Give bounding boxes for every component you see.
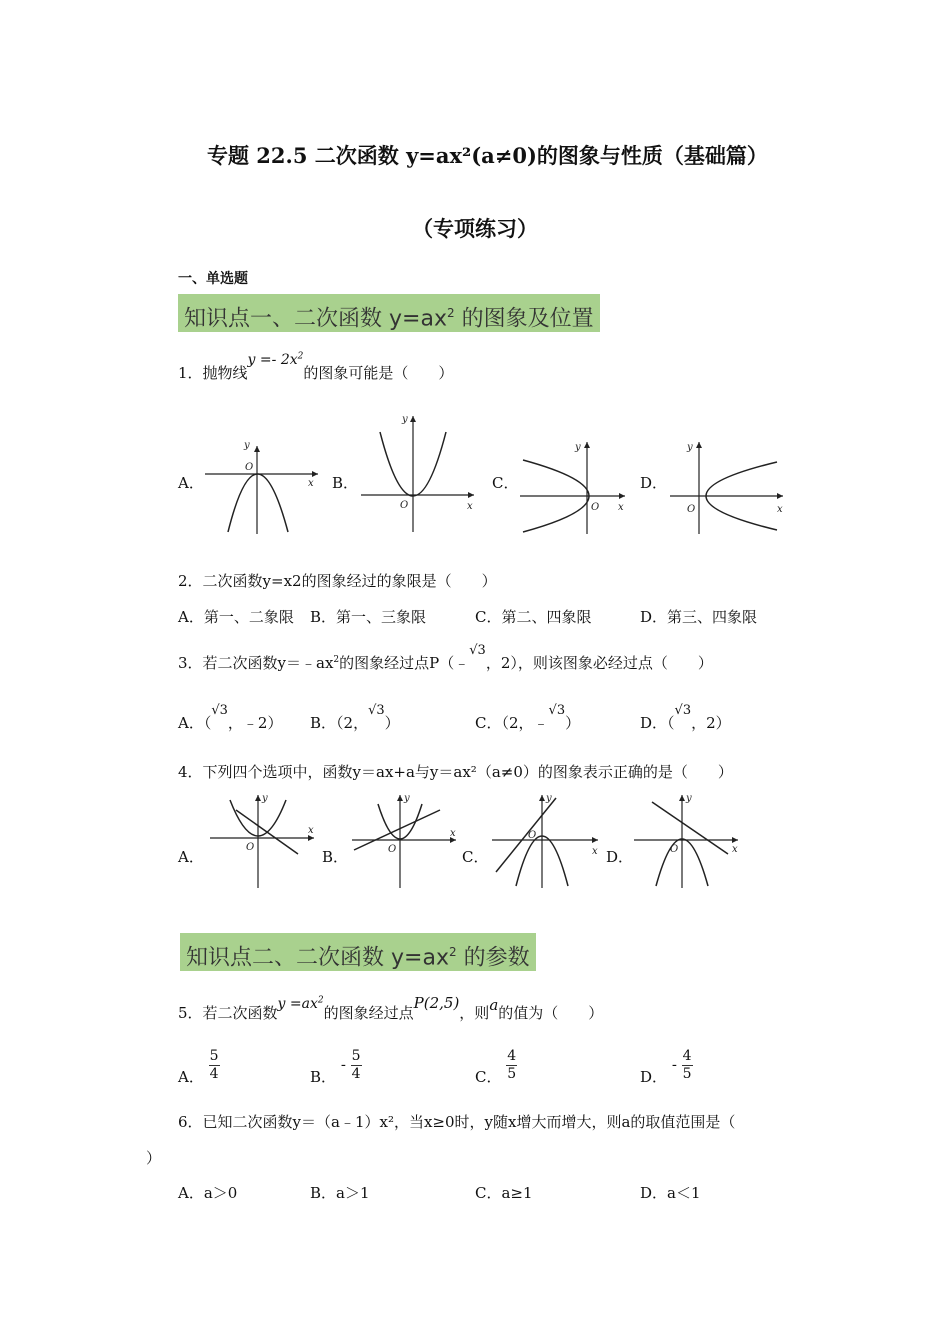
q3-stem-mid: 的图象经过点P（﹣ xyxy=(339,654,470,672)
q3-b-pre: （2， xyxy=(336,714,369,732)
x-label: x xyxy=(732,844,738,855)
kp1-formula: y=ax xyxy=(389,306,447,332)
q5-a-den: 4 xyxy=(209,1066,219,1082)
question-6-stem-line2: ） xyxy=(146,1149,162,1167)
origin-label: O xyxy=(670,844,679,855)
q3-a-post: ，﹣2） xyxy=(227,714,283,732)
origin-label: O xyxy=(246,842,255,853)
q4-graph-d xyxy=(630,792,745,890)
question-2-stem: 2．二次函数y=x2的图象经过的象限是（ ） xyxy=(178,572,497,590)
q6-option-d[interactable]: D．a＜1 xyxy=(640,1184,701,1202)
q5-d-sign: - xyxy=(671,1055,677,1074)
page-subtitle: （专项练习） xyxy=(412,216,538,241)
q1-option-d-label[interactable]: D． xyxy=(640,474,668,492)
kp2-prefix: 知识点二、二次函数 xyxy=(186,945,385,971)
y-arrow xyxy=(254,446,260,452)
question-4-stem: 4．下列四个选项中，函数y＝ax+a与y＝ax²（a≠0）的图象表示正确的是（ ） xyxy=(178,763,733,781)
q5-c-label: C． xyxy=(475,1067,502,1086)
origin-label: O xyxy=(388,844,397,855)
q4-graph-b xyxy=(348,792,463,890)
q5-stem-mid: 的图象经过点 xyxy=(323,1004,414,1022)
y-arrow xyxy=(255,795,261,801)
q3-option-b[interactable] xyxy=(310,703,400,733)
x-label: x xyxy=(592,846,598,857)
q4-option-a-label[interactable]: A． xyxy=(178,848,204,866)
q5-formula-text: y =ax xyxy=(277,996,318,1012)
x-arrow xyxy=(619,493,625,499)
x-arrow xyxy=(468,492,474,498)
q5-c-num: 4 xyxy=(507,1048,517,1064)
q5-d-label: D． xyxy=(640,1067,668,1086)
kp2-sup: 2 xyxy=(448,945,457,959)
origin-label: O xyxy=(245,462,254,473)
line xyxy=(354,810,440,850)
q1-sup: 2 xyxy=(297,351,304,362)
q3-option-a[interactable] xyxy=(178,703,283,733)
y-arrow xyxy=(679,795,685,801)
q4-option-b-label[interactable]: B． xyxy=(322,848,349,866)
q5-option-c[interactable] xyxy=(475,1048,517,1086)
x-arrow xyxy=(592,837,598,843)
q2-option-d[interactable]: D．第三、四象限 xyxy=(640,608,758,626)
question-1-stem xyxy=(178,351,454,383)
q4-graph-c xyxy=(488,792,603,890)
origin-label: O xyxy=(528,830,537,841)
kp2-suffix: 的参数 xyxy=(463,945,530,971)
y-arrow xyxy=(539,795,545,801)
q5-b-sign: - xyxy=(340,1055,346,1074)
x-label: x xyxy=(450,828,456,839)
kp2-formula: y=ax xyxy=(391,945,449,971)
q1-option-a-label[interactable]: A． xyxy=(178,474,204,492)
x-label: x xyxy=(308,825,314,836)
y-arrow xyxy=(584,442,590,448)
origin-label: O xyxy=(591,502,600,513)
q3-c-label: C． xyxy=(475,714,502,732)
q5-formula xyxy=(278,996,324,1012)
y-arrow xyxy=(410,416,416,422)
q5-stem-pre: 5．若二次函数 xyxy=(178,1004,278,1022)
y-label: y xyxy=(402,414,408,425)
y-label: y xyxy=(262,793,268,804)
q3-c-post: ） xyxy=(565,714,581,732)
q5-sup: 2 xyxy=(317,995,324,1006)
q1-option-b-label[interactable]: B． xyxy=(332,474,359,492)
q3-sup: 2 xyxy=(333,655,340,665)
q3-a-pre: （ xyxy=(203,714,212,732)
q3-sqrt: √3 xyxy=(469,643,486,658)
q5-b-label: B． xyxy=(310,1067,337,1086)
q5-option-a[interactable] xyxy=(178,1048,220,1086)
q5-d-den: 5 xyxy=(682,1066,692,1082)
q5-c-den: 5 xyxy=(507,1066,517,1082)
q1-graph-d xyxy=(665,438,790,538)
q3-a-label: A． xyxy=(178,714,204,732)
q2-option-a[interactable]: A．第一、二象限 xyxy=(178,608,294,626)
x-label: x xyxy=(308,478,314,489)
q3-d-label: D． xyxy=(640,714,668,732)
q1-stem-post: 的图象可能是（ ） xyxy=(303,364,454,382)
q1-option-c-label[interactable]: C． xyxy=(492,474,519,492)
q6-option-a[interactable]: A．a＞0 xyxy=(178,1184,238,1202)
x-arrow xyxy=(312,471,318,477)
q1-stem-pre: 1．抛物线 xyxy=(178,364,248,382)
y-label: y xyxy=(686,793,692,804)
knowledge-point-1 xyxy=(178,294,600,332)
y-arrow xyxy=(397,795,403,801)
q5-b-fraction xyxy=(351,1048,362,1083)
q5-a-fraction xyxy=(209,1048,220,1083)
q1-formula xyxy=(248,352,304,368)
q6-option-c[interactable]: C．a≥1 xyxy=(475,1184,533,1202)
q1-graph-a xyxy=(200,436,325,536)
kp1-suffix: 的图象及位置 xyxy=(461,306,594,332)
q1-graph-b xyxy=(356,410,481,535)
y-label: y xyxy=(575,442,581,453)
x-label: x xyxy=(467,501,473,512)
x-arrow xyxy=(732,837,738,843)
q4-graph-a xyxy=(206,792,321,890)
q3-stem-pre: 3．若二次函数y＝﹣ax xyxy=(178,654,334,672)
q3-b-sqrt: √3 xyxy=(368,703,385,718)
q3-option-d[interactable] xyxy=(640,703,731,733)
question-3-stem xyxy=(178,643,713,673)
question-5-stem xyxy=(178,994,604,1023)
q2-option-c[interactable]: C．第二、四象限 xyxy=(475,608,592,626)
q5-d-fraction xyxy=(682,1048,693,1083)
q5-d-num: 4 xyxy=(682,1048,692,1064)
line xyxy=(496,798,556,872)
q5-b-den: 4 xyxy=(351,1066,361,1082)
q4-option-c-label[interactable]: C． xyxy=(462,848,489,866)
q5-b-num: 5 xyxy=(351,1048,361,1064)
q5-a-label: A． xyxy=(178,1067,204,1086)
y-label: y xyxy=(687,442,693,453)
x-label: x xyxy=(777,504,783,515)
x-arrow xyxy=(777,493,783,499)
q6-option-b[interactable]: B．a＞1 xyxy=(310,1184,370,1202)
origin-label: O xyxy=(400,500,409,511)
q5-stem-post: 的值为（ ） xyxy=(498,1004,604,1022)
y-label: y xyxy=(244,440,250,451)
page-title: 专题 22.5 二次函数 y=ax²(a≠0)的图象与性质（基础篇） xyxy=(207,143,768,168)
kp1-prefix: 知识点一、二次函数 xyxy=(184,306,383,332)
q5-a-num: 5 xyxy=(209,1048,219,1064)
q4-option-d-label[interactable]: D． xyxy=(606,848,634,866)
q5-point: P(2,5) xyxy=(413,994,460,1012)
q3-b-post: ） xyxy=(384,714,400,732)
q5-option-b[interactable] xyxy=(310,1048,362,1086)
line xyxy=(652,802,728,854)
kp1-sup: 2 xyxy=(446,306,455,320)
q3-c-sqrt: √3 xyxy=(548,703,566,718)
q3-option-c[interactable] xyxy=(475,703,581,733)
y-arrow xyxy=(696,442,702,448)
y-label: y xyxy=(546,793,552,804)
q2-option-b[interactable]: B．第一、三象限 xyxy=(310,608,427,626)
q5-c-fraction xyxy=(506,1048,517,1083)
q3-d-sqrt: √3 xyxy=(674,703,692,718)
x-label: x xyxy=(618,502,624,513)
q1-graph-c xyxy=(515,438,640,538)
q3-d-pre: （ xyxy=(667,714,675,732)
q1-formula-text: y =- 2x xyxy=(247,352,298,368)
q5-stem-mid2: ，则 xyxy=(459,1004,490,1022)
q3-c-pre: （2，﹣ xyxy=(501,714,549,732)
q5-var: a xyxy=(489,996,499,1014)
q3-d-post: ，2） xyxy=(691,714,731,732)
parabola xyxy=(228,474,288,532)
origin-label: O xyxy=(687,504,696,515)
knowledge-point-2 xyxy=(180,933,536,971)
section-heading: 一、单选题 xyxy=(178,271,248,287)
question-6-stem-line1: 6．已知二次函数y＝（a﹣1）x²，当x≥0时，y随x增大而增大，则a的取值范围是（ xyxy=(178,1113,736,1131)
q5-option-d[interactable] xyxy=(640,1048,693,1086)
q3-stem-post: ，2），则该图象必经过点（ ） xyxy=(485,654,713,672)
q3-b-label: B． xyxy=(310,714,337,732)
y-label: y xyxy=(404,793,410,804)
q3-a-sqrt: √3 xyxy=(211,703,228,718)
